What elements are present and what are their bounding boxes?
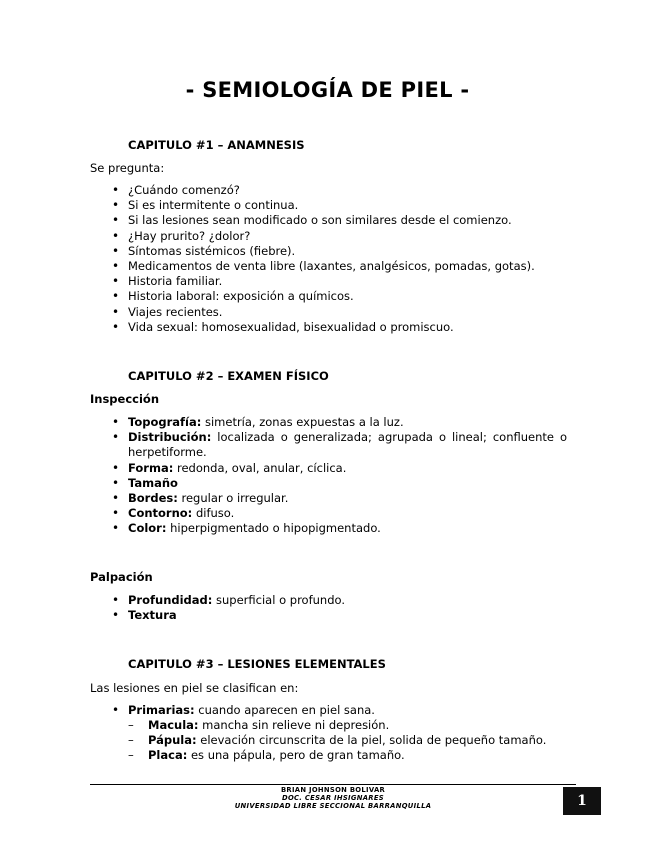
chapter2-heading: CAPITULO #2 – EXAMEN FÍSICO	[128, 369, 329, 383]
list-item	[128, 748, 546, 763]
palpacion-list	[112, 593, 567, 623]
list-item	[112, 593, 567, 608]
list-item	[128, 733, 546, 748]
list-item: • Vida sexual: homosexualidad, bisexualidad o promiscuo.	[112, 320, 567, 335]
term-text: regular o irregular.	[177, 491, 289, 506]
term-text: superficial o profundo.	[212, 593, 345, 607]
footer-divider	[90, 784, 576, 785]
list-item	[112, 476, 567, 491]
list-item: • Historia familiar.	[112, 274, 567, 289]
chapter1-intro: Se pregunta:	[90, 161, 165, 175]
list-item	[112, 521, 567, 536]
chapter1-heading: CAPITULO #1 – ANAMNESIS	[128, 138, 305, 152]
footer-professor: DOC. CESAR IHSIGNARES	[282, 794, 384, 802]
term: Primarias:	[128, 703, 195, 717]
page-title: - SEMIOLOGÍA DE PIEL -	[185, 78, 470, 102]
list-item	[112, 415, 567, 430]
term-text: es una pápula, pero de gran tamaño.	[187, 748, 405, 763]
chapter1-list	[112, 183, 567, 335]
list-item: • Si es intermitente o continua.	[112, 198, 567, 213]
chapter3-list	[112, 703, 567, 718]
list-item	[112, 506, 567, 521]
term-text: mancha sin relieve ni depresión.	[198, 718, 390, 732]
list-item: • ¿Hay prurito? ¿dolor?	[112, 229, 567, 244]
term: Forma:	[128, 460, 174, 475]
term: Macula:	[148, 718, 199, 732]
term: Tamaño	[128, 475, 178, 490]
term-text: elevación circunscrita de la piel, solida de pequeño tamaño.	[196, 733, 547, 748]
list-item: • Síntomas sistémicos (fiebre).	[112, 244, 567, 259]
list-item: • Viajes recientes.	[112, 305, 567, 320]
list-item: • Si las lesiones sean modificado o son similares desde el comienzo.	[112, 213, 567, 228]
page-number: 1	[563, 787, 601, 815]
term-text: simetría, zonas expuestas a la luz.	[201, 415, 404, 429]
list-item	[112, 461, 567, 476]
term: Profundidad:	[128, 593, 213, 607]
primarias-sublist	[128, 718, 546, 764]
footer-university: UNIVERSIDAD LIBRE SECCIONAL BARRANQUILLA	[234, 802, 432, 810]
term-text: cuando aparecen en piel sana.	[194, 703, 375, 717]
list-item	[128, 718, 546, 733]
list-item	[112, 491, 567, 506]
inspeccion-title: Inspección	[90, 392, 160, 406]
term: Textura	[128, 608, 177, 623]
list-item: • Medicamentos de venta libre (laxantes, analgésicos, pomadas, gotas).	[112, 259, 567, 274]
chapter3-heading: CAPITULO #3 – LESIONES ELEMENTALES	[128, 657, 386, 671]
chapter3-intro: Las lesiones en piel se clasifican en:	[90, 681, 299, 695]
term: Topografía:	[128, 415, 202, 429]
list-item	[112, 430, 567, 460]
list-item	[112, 608, 567, 623]
term: Contorno:	[128, 506, 193, 521]
list-item: • Historia laboral: exposición a químicos.	[112, 289, 567, 304]
list-item: • ¿Cuándo comenzó?	[112, 183, 567, 198]
term: Color:	[128, 521, 167, 536]
term: Bordes:	[128, 491, 178, 506]
term-text: redonda, oval, anular, cíclica.	[173, 460, 347, 475]
term: Pápula:	[148, 733, 197, 748]
term-text: hiperpigmentado o hipopigmentado.	[166, 521, 381, 536]
inspeccion-list	[112, 415, 567, 537]
palpacion-title: Palpación	[90, 570, 153, 584]
term: Placa:	[148, 748, 188, 763]
term-text: difuso.	[192, 506, 235, 521]
term-text: localizada o generalizada; agrupada o lineal; confluente o	[211, 430, 567, 445]
footer-author: BRIAN JOHNSON BOLIVAR	[280, 786, 386, 794]
list-item	[112, 703, 567, 718]
term-text-continuation: herpetiforme.	[128, 445, 207, 460]
term: Distribución:	[128, 430, 212, 445]
